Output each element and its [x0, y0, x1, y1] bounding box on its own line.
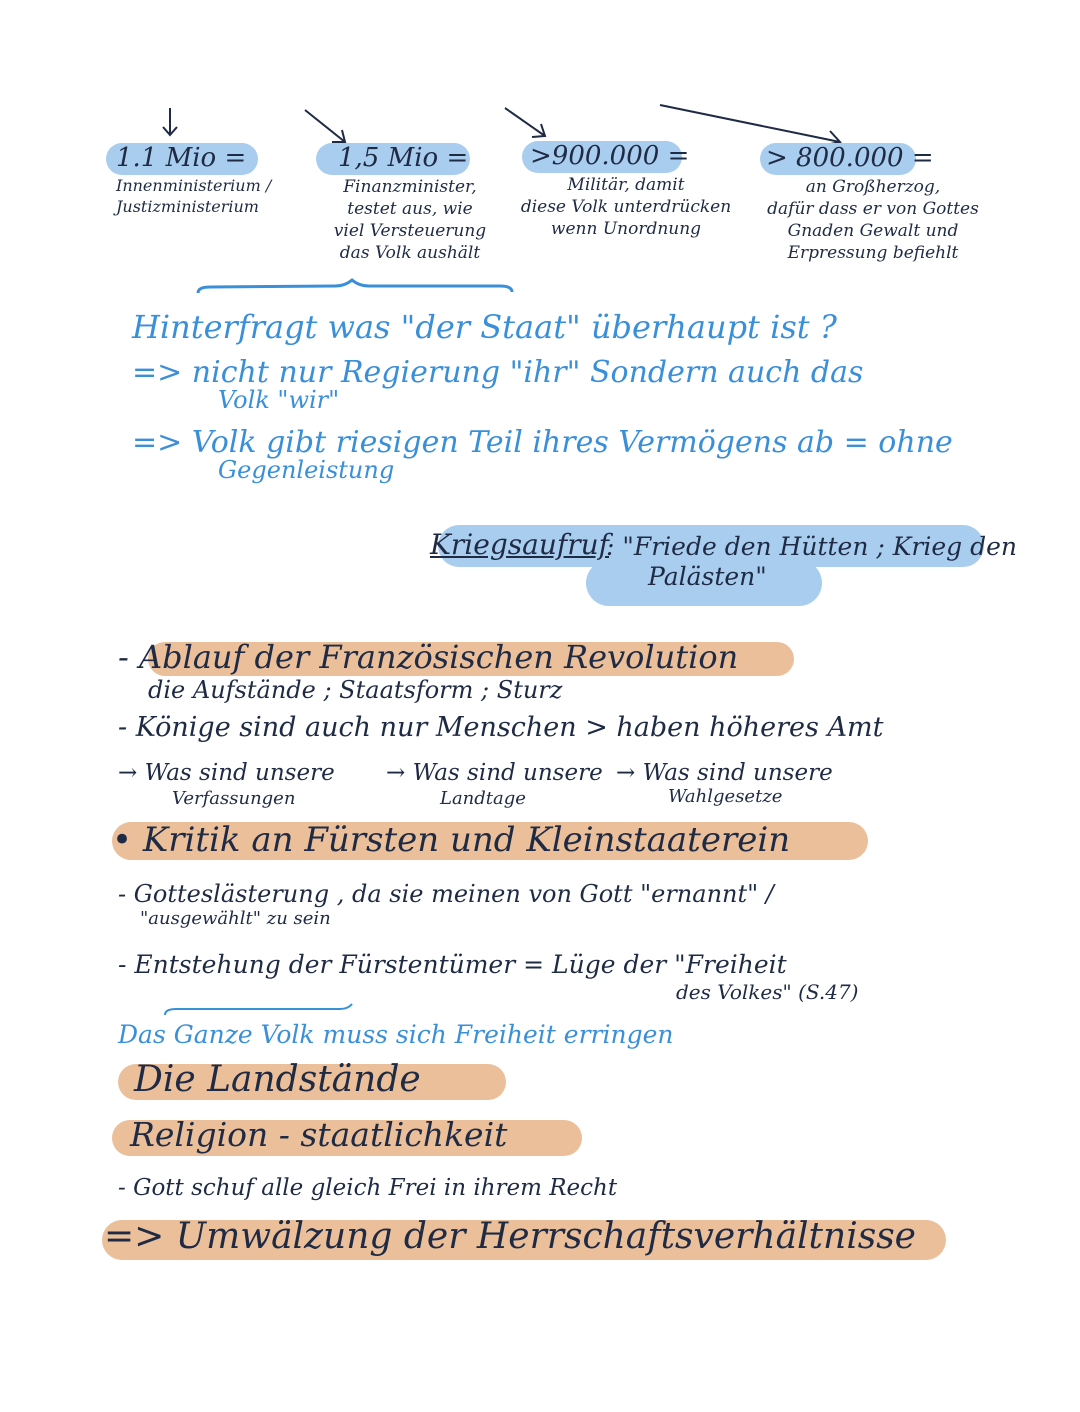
question-parliaments-cont: Landtage: [440, 788, 526, 809]
question-electoral-cont: Wahlgesetze: [668, 786, 783, 807]
arrow-diagonal-icon: [305, 110, 345, 142]
freedom-line: Das Ganze Volk muss sich Freiheit erringen: [118, 1020, 674, 1049]
arrow-diagonal-icon: [505, 108, 545, 137]
col4-line1: an Großherzog,: [805, 177, 941, 197]
question-electoral: → Was sind unsere: [616, 760, 833, 786]
col3-line2: diese Volk unterdrücken: [520, 197, 732, 217]
col1-line2: Justizministerium: [116, 197, 259, 216]
warcry-quote-cont: Palästen": [648, 562, 767, 591]
arrow-long-icon: [660, 105, 840, 145]
blasphemy-line-cont: "ausgewählt" zu sein: [140, 908, 331, 929]
principalities-line: - Entstehung der Fürstentümer = Lüge der "Freiheit: [118, 950, 787, 979]
blasphemy-line: - Gotteslästerung , da sie meinen von Gott "ernannt" /: [118, 880, 774, 908]
kritik-heading: • Kritik an Fürsten und Kleinstaaterein: [112, 820, 791, 860]
conclusion-line: => Umwälzung der Herrschaftsverhältnisse: [104, 1216, 916, 1257]
brace-icon: [165, 1004, 352, 1015]
revolution-heading: - Ablauf der Französischen Revolution: [118, 638, 739, 676]
people-line-cont: Volk "wir": [218, 386, 340, 414]
col1-sum: 1.1 Mio =: [116, 143, 247, 173]
warcry-label: Kriegsaufruf: [430, 528, 609, 561]
wealth-line: => Volk gibt riesigen Teil ihres Vermögens ab = ohne: [132, 425, 953, 460]
col4-line2: dafür dass er von Gottes: [767, 199, 979, 219]
col4-line3: Gnaden Gewalt und: [787, 221, 959, 241]
col2-line4: das Volk aushält: [339, 243, 481, 263]
religion-heading: Religion - staatlichkeit: [130, 1115, 508, 1154]
revolution-sub: die Aufstände ; Staatsform ; Sturz: [148, 676, 563, 704]
col2-sum: 1,5 Mio =: [338, 143, 469, 173]
people-line: => nicht nur Regierung "ihr" Sondern auch das: [132, 355, 864, 390]
col3-sum: >900.000 =: [530, 141, 690, 171]
landstaende-heading: Die Landstände: [134, 1059, 421, 1100]
col1-line1: Innenministerium /: [116, 176, 272, 195]
arrow-down-icon: [163, 108, 177, 135]
col4-line4: Erpressung befiehlt: [787, 243, 959, 263]
question-line: Hinterfragt was "der Staat" überhaupt ist ?: [132, 308, 837, 346]
brace-icon: [198, 280, 512, 293]
col2-line3: viel Versteuerung: [333, 221, 487, 241]
principalities-line-cont: des Volkes" (S.47): [676, 980, 859, 1004]
col3-line1: Militär, damit: [567, 175, 685, 195]
question-constitutions-cont: Verfassungen: [172, 788, 296, 809]
col4-sum: > 800.000 =: [766, 143, 934, 173]
col2-line2: testet aus, wie: [347, 199, 473, 219]
question-parliaments: → Was sind unsere: [386, 760, 603, 786]
wealth-line-cont: Gegenleistung: [218, 456, 395, 484]
religion-bullet: - Gott schuf alle gleich Frei in ihrem Recht: [118, 1175, 618, 1201]
kings-line: - Könige sind auch nur Menschen > haben höheres Amt: [118, 712, 884, 743]
col2-line1: Finanzminister,: [343, 177, 477, 197]
warcry-quote: : "Friede den Hütten ; Krieg den: [606, 532, 1018, 561]
col3-line3: wenn Unordnung: [550, 219, 702, 239]
question-constitutions: → Was sind unsere: [118, 760, 335, 786]
